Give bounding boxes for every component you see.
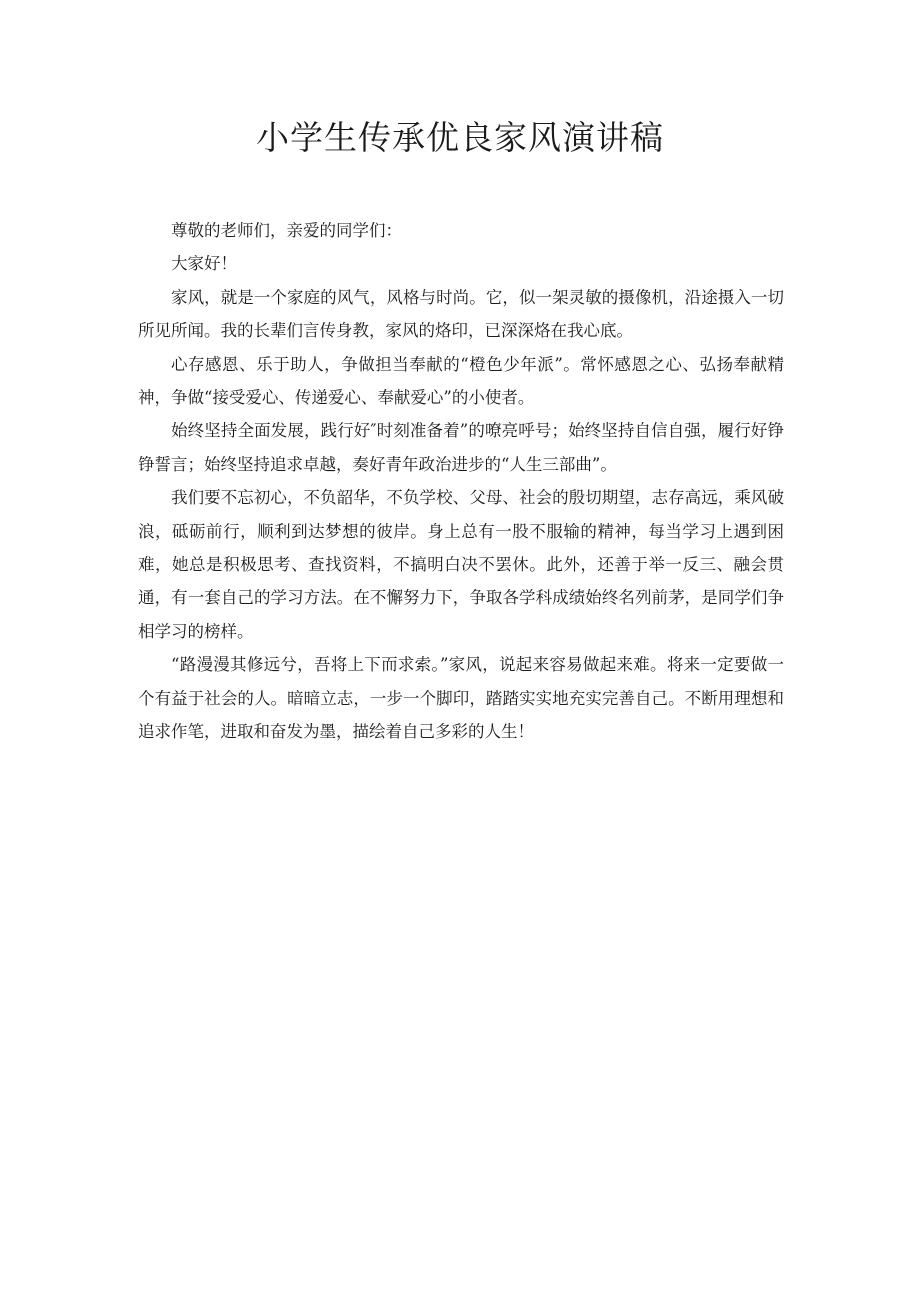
paragraph: 我们要不忘初心，不负韶华，不负学校、父母、社会的殷切期望，志存高远，乘风破浪，砥砺前行，顺利到达梦想的彼岸。身上总有一股不服输的精神，每当学习上遇到困难，她总是积极思考、查找资料，不搞明白决不罢休。此外，还善于举一反三、融会贯通，有一套自己的学习方法。在不懈努力下，争取各学科成绩始终名列前茅，是同学们争相学习的榜样。 (138, 488, 784, 641)
greeting: 大家好！ (171, 254, 237, 274)
paragraph: 始终坚持全面发展，践行好″时刻准备着”的嘹亮呼号；始终坚持自信自强，履行好铮铮誓言；始终坚持追求卓越，奏好青年政治进步的“人生三部曲”。 (138, 421, 784, 474)
document-title: 小学生传承优良家风演讲稿 (256, 118, 664, 157)
salutation: 尊敬的老师们，亲爱的同学们： (171, 221, 402, 240)
document-body (138, 214, 784, 749)
paragraph: “路漫漫其修远兮，吾将上下而求索。”家风，说起来容易做起来难。将来一定要做一个有益于社会的人。暗暗立志，一步一个脚印，踏踏实实地充实完善自己。不断用理想和追求作笔，进取和奋发为墨，描绘着自己多彩的人生！ (138, 655, 784, 742)
paragraph: 心存感恩、乐于助人，争做担当奉献的“橙色少年派”。常怀感恩之心、弘扬奉献精神，争做“接受爱心、传递爱心、奉献爱心”的小使者。 (138, 354, 784, 408)
paragraph: 家风，就是一个家庭的风气，风格与时尚。它，似一架灵敏的摄像机，沿途摄入一切所见所闻。我的长辈们言传身教，家风的烙印，已深深烙在我心底。 (138, 287, 784, 341)
